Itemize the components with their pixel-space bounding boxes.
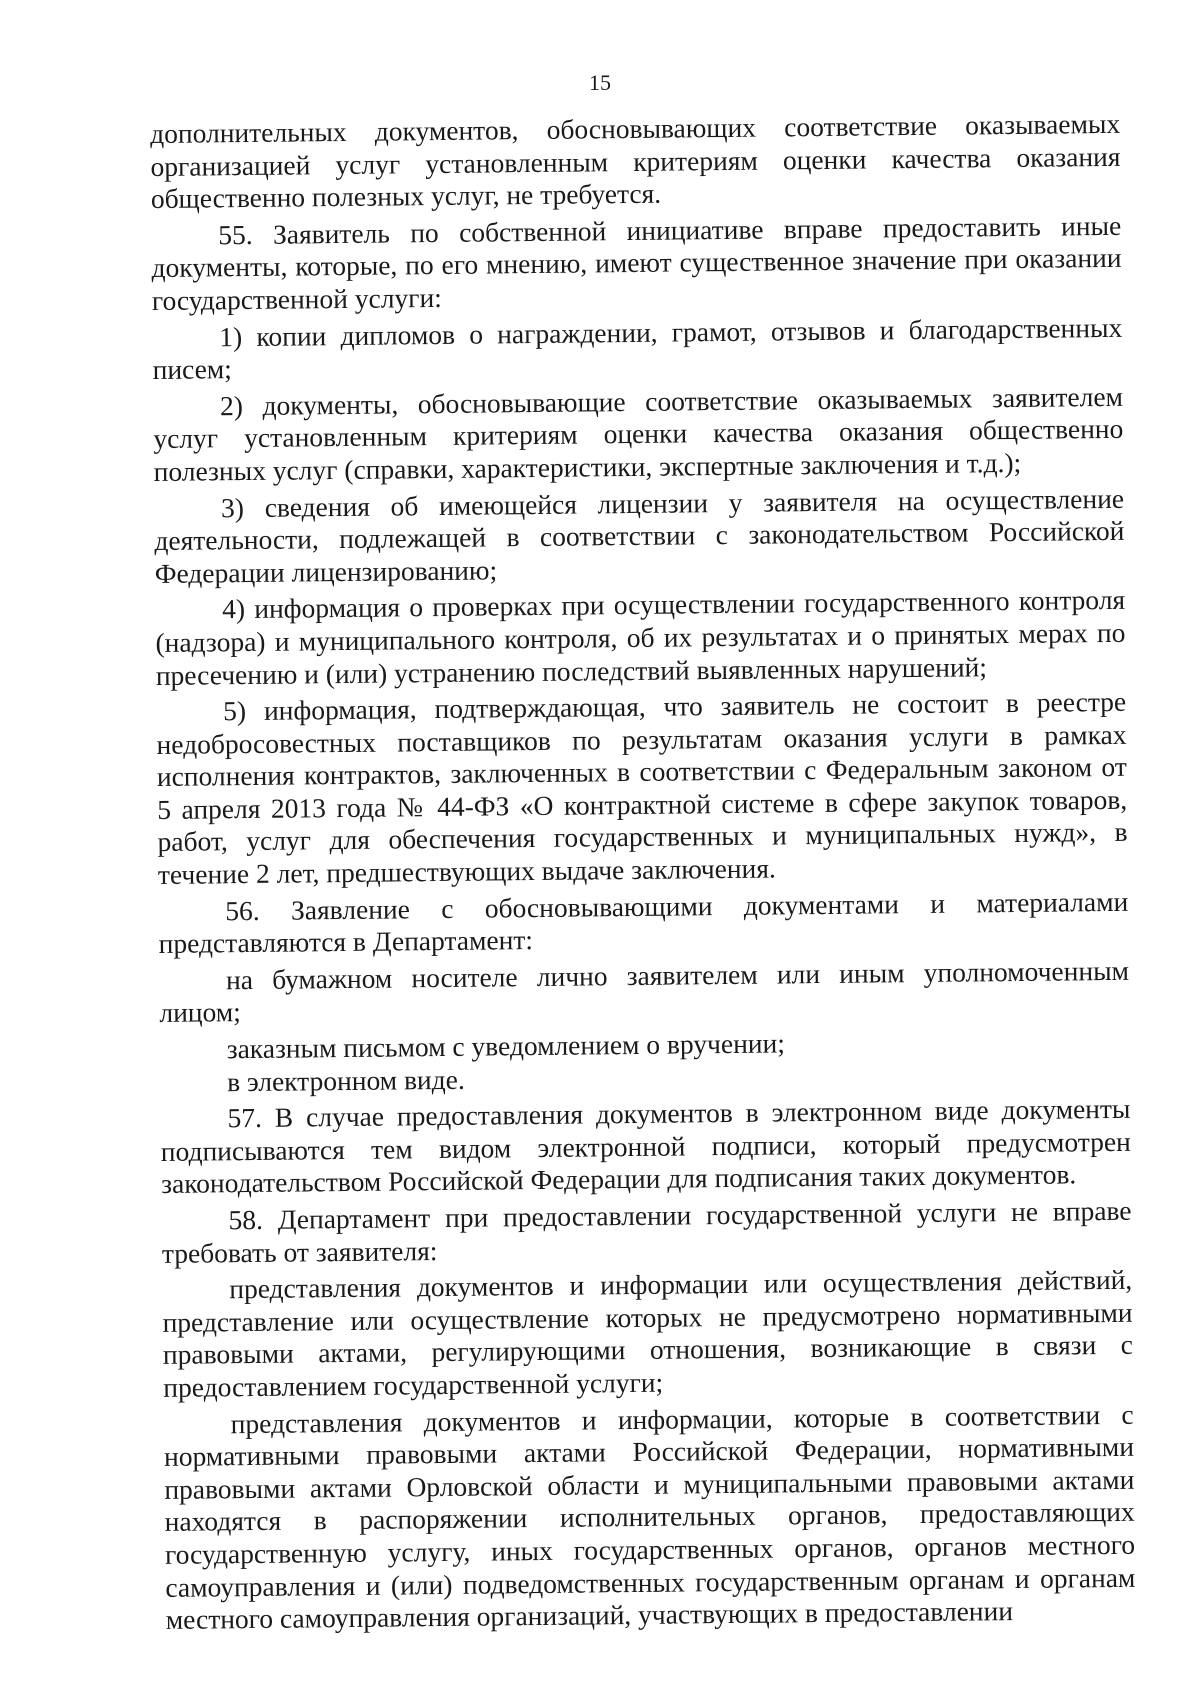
list-item-55-4: 4) информация о проверках при осуществлении государственного контроля (надзора) и муниципального контроля, об их результатах и о принятых мерах по пресечению и (или) устранению последствий выявленных нарушений; bbox=[155, 584, 1126, 691]
paragraph-58: 58. Департамент при предоставлении государственной услуги не вправе требовать от заявителя: bbox=[161, 1194, 1132, 1269]
document-body bbox=[150, 108, 1136, 1637]
paragraph-57: 57. В случае предоставления документов в электронном виде документы подписываются тем видом электронной подписи, который предусмотрен законодательством Российской Федерации для подписания таких документов. bbox=[160, 1093, 1131, 1200]
list-item-55-2: 2) документы, обосновывающие соответствие оказываемых заявителем услуг установленным критериям оценки качества оказания общественно полезных услуг (справки, характеристики, экспертные заключения и т.д.); bbox=[153, 380, 1124, 487]
list-item-58-2: представления документов и информации, которые в соответствии с нормативными правовыми актами Российской Федерации, нормативными правовыми актами Орловской области и муниципальными правовыми актами находятся в распоряжении исполнительных органов, предоставляющих государственную услугу, иных государственных органов, органов местного самоуправления и (или) подведомственных государственным органам и органам местного самоуправления организаций, участвующих в предоставлении bbox=[163, 1398, 1136, 1636]
list-item-58-1: представления документов и информации или осуществления действий, представление или осуществление которых не предусмотрено нормативными правовыми актами, регулирующими отношения, возникающие в связи с предоставлением государственной услуги; bbox=[162, 1263, 1134, 1403]
paragraph-56: 56. Заявление с обосновывающими документами и материалами представляются в Департамент: bbox=[158, 885, 1129, 960]
list-item-55-3: 3) сведения об имеющейся лицензии у заявителя на осуществление деятельности, подлежащей в соответствии с законодательством Российской Федерации лицензированию; bbox=[154, 482, 1125, 589]
delivery-method-mail: заказным письмом с уведомлением о вручении; bbox=[226, 1027, 786, 1065]
delivery-method-electronic: в электронном виде. bbox=[226, 1063, 465, 1097]
list-item-55-1: 1) копии дипломов о награждении, грамот, отзывов и благодарственных писем; bbox=[152, 311, 1123, 386]
paragraph-continuation: дополнительных документов, обосновывающих соответствие оказываемых организацией услуг установленным критериям оценки качества оказания общественно полезных услуг, не требуется. bbox=[150, 107, 1121, 215]
list-item-55-5: 5) информация, подтверждающая, что заявитель не состоит в реестре недобросовестных поставщиков по результатам оказания услуги в рамках исполнения контрактов, заключенных в соответствии с Федеральным законом от 5 апреля 2013 года № 44-ФЗ «О контрактной системе в сфере закупок товаров, работ, услуг для обеспечения государственных и муниципальных нужд», в течение 2 лет, предшествующих выдаче заключения. bbox=[156, 685, 1128, 891]
delivery-method-paper: на бумажном носителе лично заявителем или иным уполномоченным лицом; bbox=[159, 954, 1130, 1029]
paragraph-55: 55. Заявитель по собственной инициативе вправе предоставить иные документы, которые, по его мнению, имеют существенное значение при оказании государственной услуги: bbox=[151, 209, 1122, 316]
page-number: 15 bbox=[589, 70, 611, 95]
